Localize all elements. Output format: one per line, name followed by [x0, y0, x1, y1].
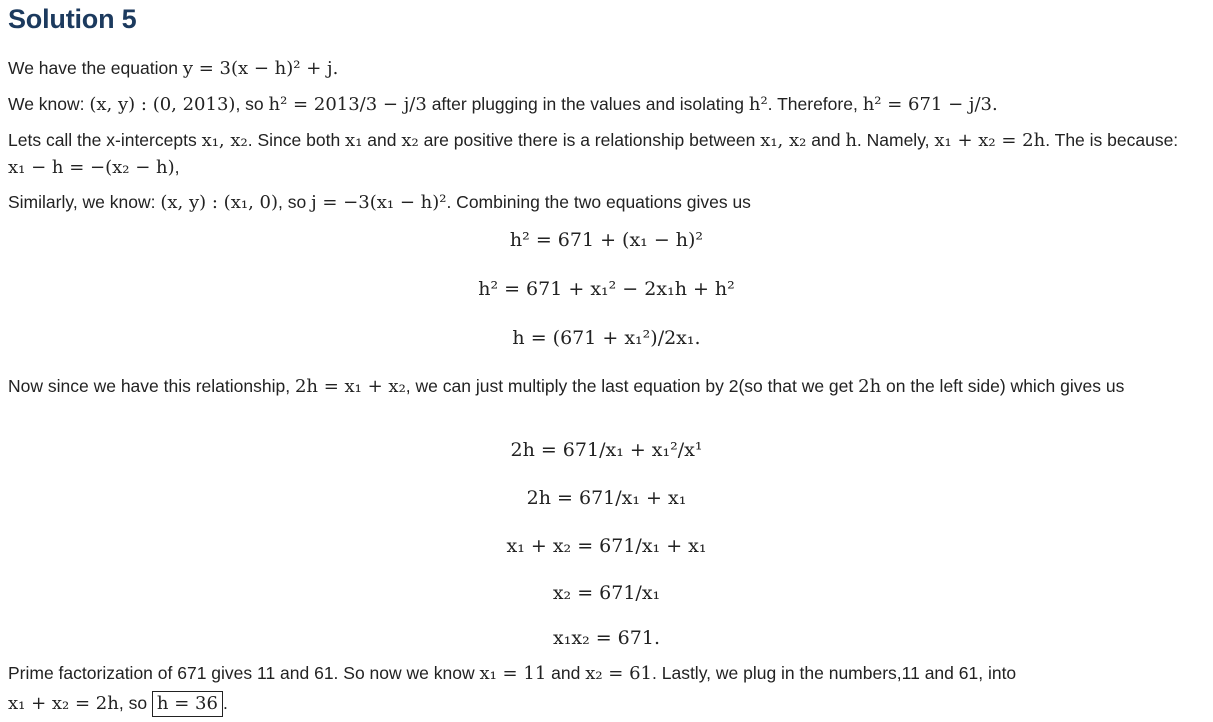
boxed-answer: h = 36 [152, 691, 223, 717]
display-equation: h = (671 + x₁²)/2x₁. [512, 327, 701, 349]
math: x₁, x₂ [760, 130, 807, 151]
text: after plugging in the values and isolating [426, 94, 749, 114]
math: j = −3(x₁ − h)² [311, 192, 447, 213]
math: x₂ [401, 130, 419, 151]
text: Lets call the x-intercepts [8, 130, 202, 150]
text: . Namely, [856, 130, 935, 150]
math: (x, y) : (x₁, 0) [160, 192, 278, 213]
paragraph-similarly [8, 189, 751, 216]
text: , so [118, 693, 152, 713]
paragraph-known-point [8, 91, 998, 118]
text: , [174, 157, 180, 177]
math: x₁, x₂ [201, 130, 248, 151]
display-equation: x₁ + x₂ = 671/x₁ + x₁ [506, 535, 707, 557]
text: We have the equation [8, 58, 183, 78]
text: Similarly, we know: [8, 192, 161, 212]
text: . Lastly, we plug in the numbers,11 and 61, into [652, 663, 1017, 683]
math: h² [748, 94, 768, 115]
paragraph-prime-factorization [8, 660, 1016, 687]
text: We know: [8, 94, 90, 114]
math: (x, y) : (0, 2013) [89, 94, 236, 115]
text: . Combining the two equations gives us [446, 192, 751, 212]
text: on the left side) which gives us [881, 376, 1125, 396]
text: . The is because: [1045, 130, 1179, 150]
display-equation: x₂ = 671/x₁ [552, 582, 661, 604]
display-equation: x₁x₂ = 671. [553, 627, 660, 649]
text: . Therefore, [767, 94, 863, 114]
math: x₁ + x₂ = 2h [8, 693, 119, 714]
math: 2h = x₁ + x₂ [294, 376, 406, 397]
math: y = 3(x − h)² + j. [182, 58, 339, 79]
solution-title: Solution 5 [8, 4, 137, 34]
math: x₁ + x₂ = 2h [934, 130, 1046, 151]
math: x₁ [345, 130, 363, 151]
text: are positive there is a relationship between [418, 130, 761, 150]
text: , so [277, 192, 312, 212]
text: , we can just multiply the last equation by 2(so that we get [405, 376, 859, 396]
paragraph-relationship [8, 373, 1193, 400]
math: h² = 2013/3 − j/3 [268, 94, 427, 115]
math: x₁ − h = −(x₂ − h) [8, 157, 175, 178]
text: . [222, 693, 228, 713]
text: and [546, 663, 586, 683]
math: h [845, 130, 857, 151]
math: x₁ = 11 [479, 663, 547, 684]
text: and [806, 130, 846, 150]
text: . Since both [247, 130, 346, 150]
math: x₂ = 61 [585, 663, 652, 684]
display-equation: 2h = 671/x₁ + x₁²/x¹ [510, 439, 703, 461]
display-equation: 2h = 671/x₁ + x₁ [526, 487, 687, 509]
paragraph-equation [8, 55, 338, 82]
text: Prime factorization of 671 gives 11 and 61. So now we know [8, 663, 480, 683]
display-equation: h² = 671 + x₁² − 2x₁h + h² [478, 278, 735, 300]
text: Now since we have this relationship, [8, 376, 295, 396]
text: , so [235, 94, 269, 114]
paragraph-intercepts [8, 127, 1193, 181]
text: and [362, 130, 402, 150]
display-equation: h² = 671 + (x₁ − h)² [509, 229, 704, 251]
math: h² = 671 − j/3. [862, 94, 998, 115]
paragraph-final-answer [8, 690, 228, 717]
math: 2h [858, 376, 882, 397]
